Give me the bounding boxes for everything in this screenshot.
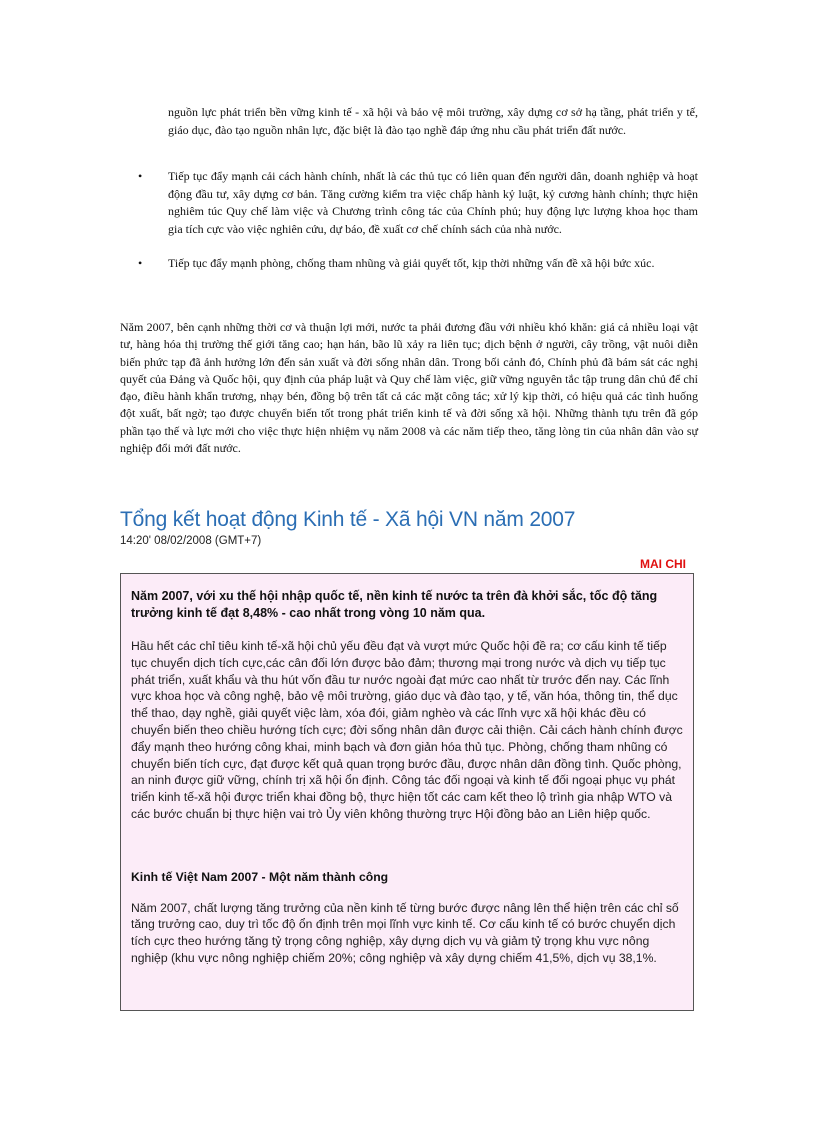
- summary-paragraph: Năm 2007, bên cạnh những thời cơ và thuận lợi mới, nước ta phải đương đầu với nhiều khó khăn: giá cả nhiều loại vật tư, hàng hóa thị trường thế giới tăng cao; hạn hán, bão lũ xảy ra liên tục; dịch bệnh ở người, cây trồng, vật nuôi diễn biến phức tạp đã ảnh hưởng lớn đến sản xuất và đời sống nhân dân. Trong bối cảnh đó, Chính phủ đã bám sát các nghị quyết của Đảng và Quốc hội, quy định của pháp luật và Quy chế làm việc, giữ vững nguyên tắc tập trung dân chủ để chỉ đạo, điều hành khẩn trương, nhạy bén, đồng bộ trên tất cả các mặt công tác; xử lý kịp thời, có hiệu quả các tình huống đột xuất, bất ngờ; tạo được chuyển biến tốt trong phát triển kinh tế và đời sống xã hội. Những thành tựu trên đã góp phần tạo thế và lực mới cho việc thực hiện nhiệm vụ năm 2008 và các năm tiếp theo, tăng lòng tin của nhân dân vào sự nghiệp đổi mới đất nước.: [120, 320, 698, 456]
- article-box: [120, 573, 694, 1011]
- article-title: Tổng kết hoạt động Kinh tế - Xã hội VN năm 2007: [120, 508, 576, 531]
- bullet-icon: •: [138, 169, 143, 183]
- continuation-paragraph: nguồn lực phát triển bền vững kinh tế - xã hội và bảo vệ môi trường, xây dựng cơ sở hạ tầng, phát triển y tế, giáo dục, đào tạo nguồn nhân lực, đặc biệt là đào tạo nghề đáp ứng nhu cầu phát triển đất nước.: [168, 105, 698, 137]
- article-subheading: Kinh tế Việt Nam 2007 - Một năm thành công: [131, 869, 389, 884]
- bullet-icon: •: [138, 256, 143, 270]
- list-item: [138, 168, 698, 238]
- article-body: Hầu hết các chỉ tiêu kinh tế-xã hội chủ yếu đều đạt và vượt mức Quốc hội đề ra; cơ cấu kinh tế tiếp tục chuyển dịch tích cực,các cân đối lớn được bảo đảm; thương mại trong nước và dịch vụ tiếp tục phát triển, xuất khẩu và thu hút vốn đầu tư nước ngoài đạt mức cao nhất từ trước đến nay. Các lĩnh vực khoa học và công nghệ, bảo vệ môi trường, giáo dục và đào tạo, y tế, văn hóa, thông tin, thể dục thể thao, dạy nghề, giải quyết việc làm, xóa đói, giảm nghèo và các lĩnh vực xã hội khác đều có chuyển biến theo chiều hướng tích cực; đời sống nhân dân được cải thiện. Cải cách hành chính được đẩy mạnh theo hướng công khai, minh bạch và đơn giản hóa thủ tục. Phòng, chống tham nhũng có chuyển biến tích cực, đạt được kết quả quan trọng bước đầu, được nhân dân đồng tình. Quốc phòng, an ninh được giữ vững, chính trị xã hội ổn định. Công tác đối ngoại và kinh tế đối ngoại phục vụ phát triển kinh tế-xã hội được triển khai đồng bộ, thực hiện tốt các cam kết theo lộ trình gia nhập WTO và các bước chuẩn bị thực hiện vai trò Ủy viên không thường trực Hội đồng bảo an Liên hiệp quốc.: [131, 639, 683, 821]
- article-lead: Năm 2007, với xu thế hội nhập quốc tế, nền kinh tế nước ta trên đà khởi sắc, tốc độ tăng trưởng kinh tế đạt 8,48% - cao nhất trong vòng 10 năm qua.: [131, 589, 658, 620]
- article-timestamp: 14:20' 08/02/2008 (GMT+7): [120, 535, 262, 547]
- list-item: [138, 255, 698, 273]
- bullet-text: Tiếp tục đẩy mạnh phòng, chống tham nhũng và giải quyết tốt, kịp thời những vấn đề xã hội bức xúc.: [168, 256, 655, 270]
- article-author: MAI CHI: [640, 557, 686, 571]
- article-sub-body: Năm 2007, chất lượng tăng trưởng của nền kinh tế từng bước được nâng lên thể hiện trên các chỉ số tăng trưởng cao, duy trì tốc độ ổn định trên mọi lĩnh vực kinh tế. Cơ cấu kinh tế có bước chuyển dịch tích cực theo hướng tăng tỷ trọng công nghiệp, xây dựng dịch vụ và giảm tỷ trọng khu vực nông nghiệp (khu vực nông nghiệp chiếm 20%; công nghiệp và xây dựng chiếm 41,5%, dịch vụ 38,1%.: [131, 900, 679, 965]
- bullet-list: [138, 168, 698, 290]
- bullet-text: Tiếp tục đẩy mạnh cải cách hành chính, nhất là các thủ tục có liên quan đến người dân, doanh nghiệp và hoạt động đầu tư, xây dựng cơ bản. Tăng cường kiểm tra việc chấp hành kỷ luật, kỷ cương hành chính; thực hiện nghiêm túc Quy chế làm việc và Chương trình công tác của Chính phủ; huy động lực lượng khoa học tham gia tích cực vào việc nghiên cứu, dự báo, đề xuất cơ chế chính sách của nhà nước.: [168, 169, 698, 236]
